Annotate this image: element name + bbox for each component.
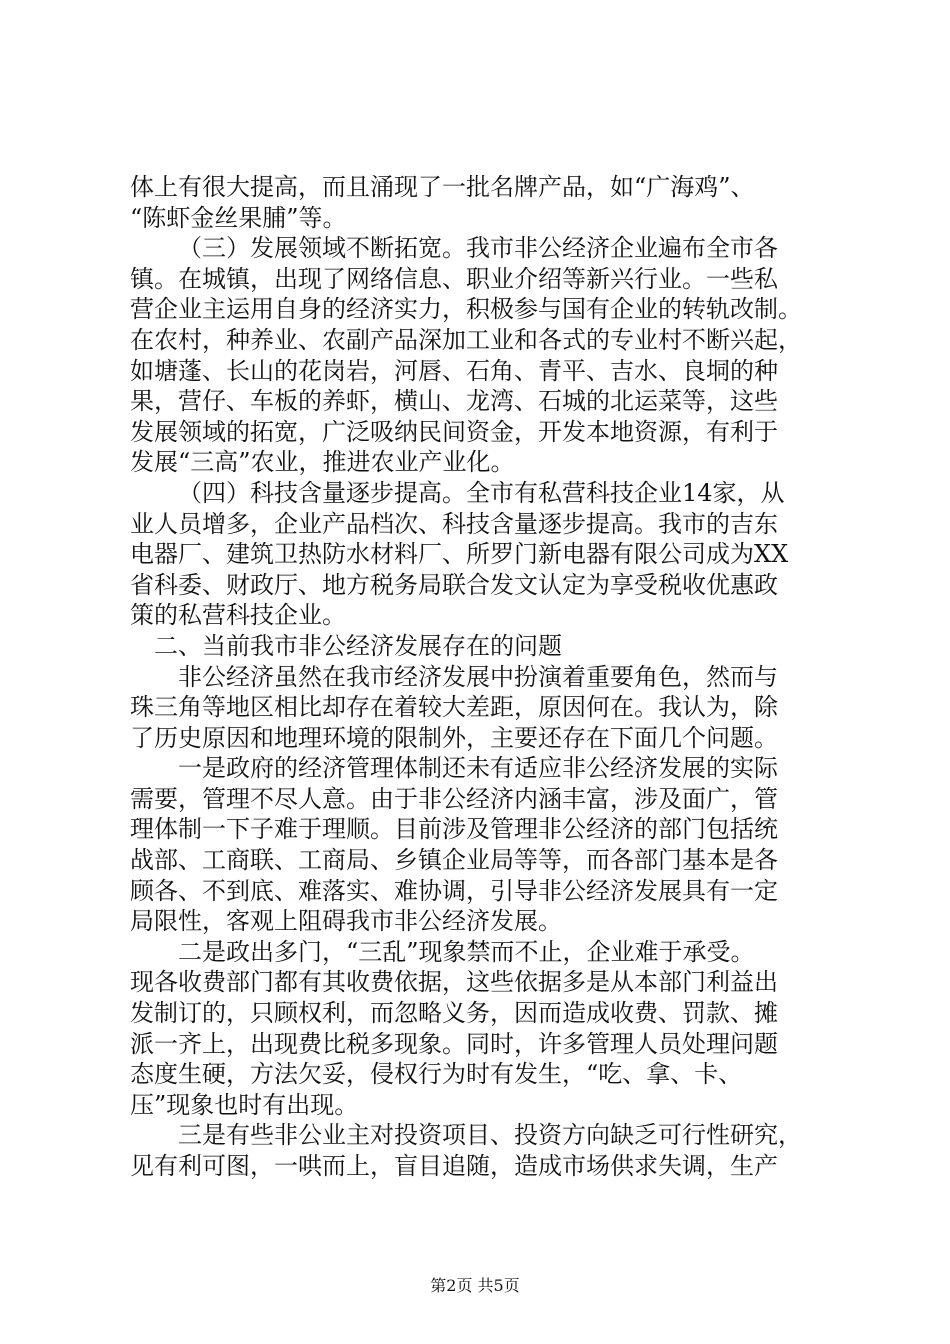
text-line: 体上有很大提高，而且涌现了一批名牌产品，如“广海鸡”、 (130, 173, 755, 201)
text-line: （三）发展领域不断拓宽。我市非公经济企业遍布全市各 (178, 234, 778, 263)
text-line: 局限性，客观上阻碍我市非公经济发展。 (130, 907, 562, 936)
text-line: 发展“三高”农业，推进农业产业化。 (130, 448, 515, 477)
text-line: 二是政出多门，“三乱”现象禁而不止，企业难于承受。 (178, 937, 755, 966)
text-line: 在农村，种养业、农副产品深加工业和各式的专业村不断兴起， (130, 325, 802, 354)
text-line: 见有利可图，一哄而上，盲目追随，造成市场供求失调，生产 (130, 1152, 778, 1180)
text-line: 了历史原因和地理环境的限制外，主要还存在下面几个问题。 (130, 723, 778, 752)
text-line: 现各收费部门都有其收费依据，这些依据多是从本部门利益出 (130, 968, 778, 997)
text-line: 态度生硬，方法欠妥，侵权行为时有发生，“吃、拿、卡、 (130, 1060, 743, 1089)
text-line: 镇。在城镇，出现了网络信息、职业介绍等新兴行业。一些私 (130, 264, 778, 293)
text-line: 一是政府的经济管理体制还未有适应非公经济发展的实际 (178, 754, 778, 783)
text-line: 非公经济虽然在我市经济发展中扮演着重要角色，然而与 (178, 662, 778, 691)
page-footer (0, 1276, 950, 1296)
text-line: 战部、工商联、工商局、乡镇企业局等等，而各部门基本是各 (130, 846, 778, 875)
text-line: 派一齐上，出现费比税多现象。同时，许多管理人员处理问题 (130, 1029, 778, 1058)
text-line: 理体制一下子难于理顺。目前涉及管理非公经济的部门包括统 (130, 815, 778, 844)
text-line: 压”现象也时有出现。 (130, 1090, 359, 1119)
text-line: “陈虾金丝果脯”等。 (130, 203, 347, 232)
text-line: 珠三角等地区相比却存在着较大差距，原因何在。我认为，除 (130, 693, 778, 722)
text-line: 省科委、财政厅、地方税务局联合发文认定为享受税收优惠政 (130, 570, 778, 599)
text-line: 发展领域的拓宽，广泛吸纳民间资金，开发本地资源，有利于 (130, 417, 778, 446)
text-line: 业人员增多，企业产品档次、科技含量逐步提高。我市的吉东 (130, 509, 778, 538)
text-line: 如塘蓬、长山的花岗岩，河唇、石角、青平、吉水、良垌的种 (130, 356, 778, 385)
text-line: 顾各、不到底、难落实、难协调，引导非公经济发展具有一定 (130, 876, 778, 905)
text-line: 三是有些非公业主对投资项目、投资方向缺乏可行性研究， (178, 1121, 802, 1150)
text-line: 发制订的，只顾权利，而忽略义务，因而造成收费、罚款、摊 (130, 999, 778, 1028)
text-line: 二、当前我市非公经济发展存在的问题 (154, 631, 562, 660)
text-line: 电器厂、建筑卫热防水材料厂、所罗门新电器有限公司成为XX (130, 540, 789, 569)
page-number-label: 第2页 共5页 (430, 1276, 520, 1295)
text-line: 果，营仔、车板的养虾，横山、龙湾、石城的北运菜等，这些 (130, 387, 778, 416)
text-line: 需要，管理不尽人意。由于非公经济内涵丰富，涉及面广，管 (130, 784, 778, 813)
text-line: （四）科技含量逐步提高。全市有私营科技企业14家，从 (178, 478, 785, 507)
text-line: 策的私营科技企业。 (130, 601, 346, 630)
text-line: 营企业主运用自身的经济实力，积极参与国有企业的转轨改制。 (130, 295, 802, 324)
document-body (130, 172, 850, 1182)
